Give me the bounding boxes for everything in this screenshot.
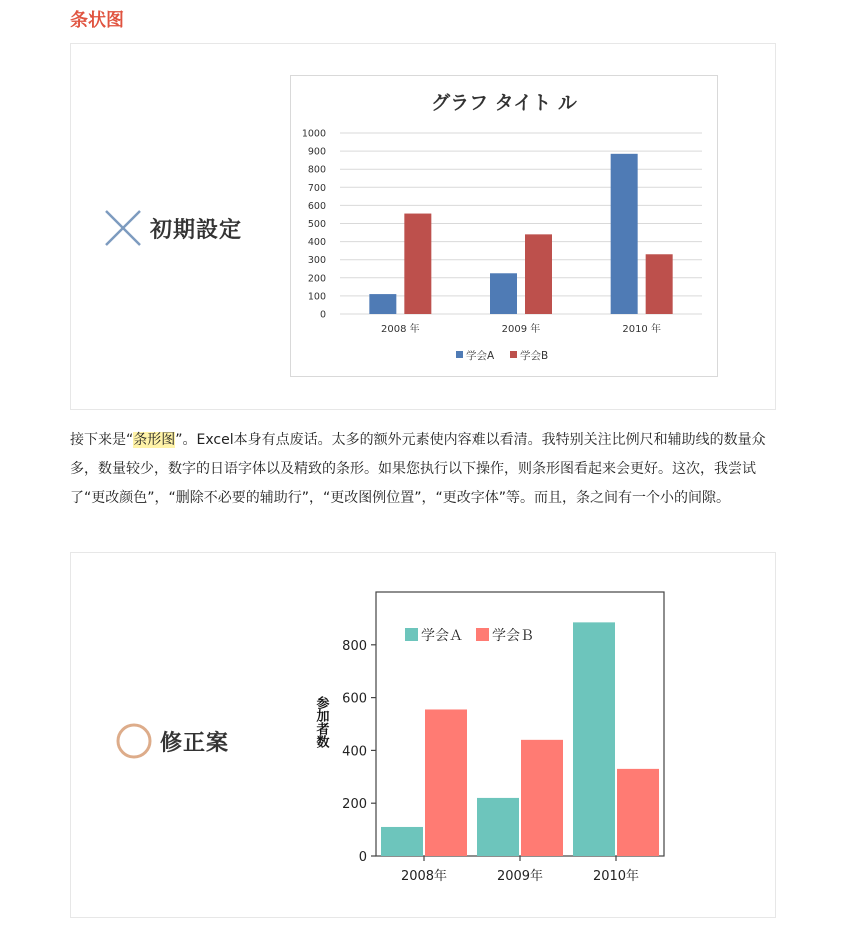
legend-swatch-a — [456, 351, 463, 358]
y-tick-label: 900 — [307, 146, 326, 158]
excel-default-bar-chart — [290, 75, 718, 377]
y-tick-label: 600 — [342, 691, 367, 707]
bar-a-2 — [573, 622, 615, 856]
y-tick-label: 1000 — [301, 128, 326, 140]
legend-label-b: 学会Ｂ — [492, 628, 534, 644]
initial-settings-card — [70, 43, 776, 410]
paragraph-text-1: 接下来是“ — [70, 432, 134, 448]
bar-b-1 — [525, 234, 552, 314]
bar-b-1 — [521, 740, 563, 856]
bar-b-2 — [646, 254, 673, 314]
x-tick-label: 2010 年 — [622, 324, 661, 335]
x-tick-label: 2010年 — [592, 869, 640, 882]
x-tick-label: 2008年 — [400, 869, 448, 882]
revised-badge — [116, 723, 229, 759]
bar-a-1 — [490, 273, 517, 314]
legend-label-a: 学会Ａ — [421, 628, 463, 644]
y-tick-label: 400 — [342, 744, 367, 760]
revised-bar-chart — [303, 582, 743, 882]
revised-label: 修正案 — [160, 730, 230, 756]
y-tick-label: 0 — [319, 309, 326, 321]
y-tick-label: 200 — [342, 797, 367, 813]
y-tick-label: 0 — [358, 850, 367, 865]
circle-mark-icon — [116, 723, 152, 759]
y-tick-label: 700 — [307, 182, 326, 194]
initial-settings-badge — [104, 209, 242, 247]
x-tick-label: 2009年 — [496, 869, 544, 882]
legend-swatch-b — [510, 351, 517, 358]
legend-label-a: 学会A — [466, 350, 495, 362]
y-tick-label: 600 — [307, 200, 326, 212]
y-tick-label: 300 — [307, 255, 326, 267]
x-tick-label: 2008 年 — [381, 324, 420, 335]
bar-a-0 — [369, 294, 396, 314]
initial-settings-label: 初期設定 — [150, 217, 243, 243]
cross-mark-icon — [104, 209, 142, 247]
bar-a-2 — [611, 154, 638, 314]
y-tick-label: 800 — [307, 164, 326, 176]
section-title: 条状图 — [70, 10, 124, 31]
x-tick-label: 2009 年 — [501, 324, 541, 335]
paragraph-text-2: ”。Excel本身有点废话。太多的额外元素使内容难以看清。我特别关注比例尺和辅助线的数量众多，数量较少，数字的日语字体以及精致的条形。如果您执行以下操作，则条形图看起来会更好。这次，我尝试了“更改颜色”，“删除不必要的辅助行”，“更改图例位置”，“更改字体”等。而且，条之间有一个小的间隙。 — [70, 432, 766, 506]
description-paragraph — [70, 426, 780, 513]
bar-a-1 — [477, 798, 519, 856]
y-tick-label: 400 — [307, 237, 326, 249]
highlight-term: 条形图 — [133, 432, 176, 448]
legend-label-b: 学会B — [520, 350, 549, 362]
legend-swatch-a — [405, 628, 418, 641]
bar-b-0 — [404, 214, 431, 314]
bar-b-0 — [425, 709, 467, 856]
bar-b-2 — [617, 769, 659, 856]
legend-swatch-b — [476, 628, 489, 641]
revised-card — [70, 552, 776, 918]
y-tick-label: 100 — [307, 291, 326, 303]
y-axis-label: 参加者数 — [313, 696, 329, 748]
chart-title: グラフ タイト ル — [431, 92, 577, 114]
bar-a-0 — [381, 827, 423, 856]
y-tick-label: 500 — [307, 219, 326, 230]
y-tick-label: 800 — [342, 638, 367, 654]
y-tick-label: 200 — [307, 273, 326, 285]
